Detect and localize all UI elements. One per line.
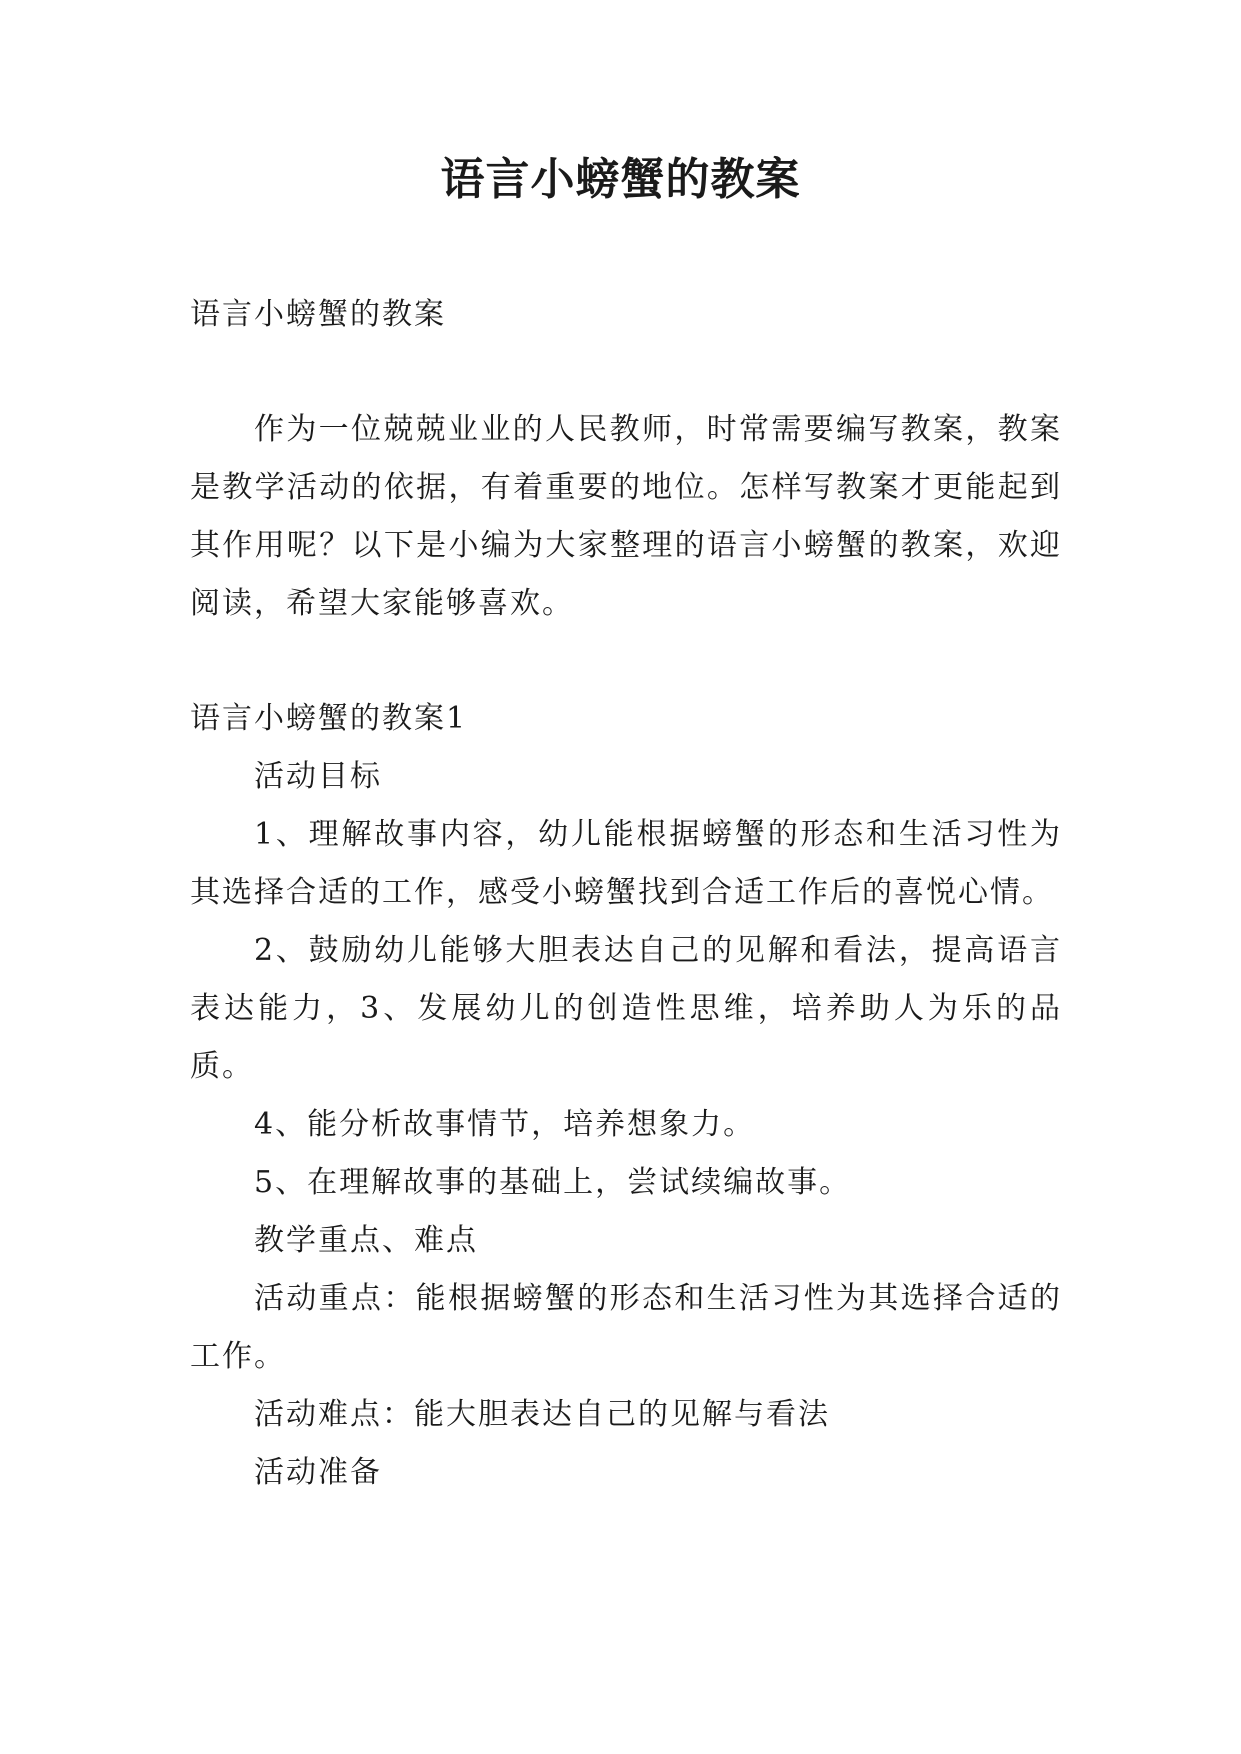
section-1 bbox=[190, 690, 1062, 1502]
paragraph-goal-4: 4、能分析故事情节，培养想象力。 bbox=[254, 1107, 756, 1142]
paragraph-key-points-heading: 教学重点、难点 bbox=[254, 1223, 478, 1258]
paragraph-key-point: 活动重点：能根据螃蟹的形态和生活习性为其选择合适的工作。 bbox=[190, 1281, 1062, 1374]
section-heading: 语言小螃蟹的教案1 bbox=[190, 701, 468, 736]
paragraph-goal-2-3: 2、鼓励幼儿能够大胆表达自己的见解和看法，提高语言表达能力，3、发展幼儿的创造性思维，培养助人为乐的品质。 bbox=[190, 933, 1062, 1084]
document-subtitle: 语言小螃蟹的教案 bbox=[190, 297, 446, 332]
paragraph-goal-1: 1、理解故事内容，幼儿能根据螃蟹的形态和生活习性为其选择合适的工作，感受小螃蟹找到合适工作后的喜悦心情。 bbox=[190, 817, 1062, 910]
intro-paragraph: 作为一位兢兢业业的人民教师，时常需要编写教案，教案是教学活动的依据，有着重要的地位。怎样写教案才更能起到其作用呢？以下是小编为大家整理的语言小螃蟹的教案，欢迎阅读，希望大家能够喜欢。 bbox=[190, 412, 1062, 621]
paragraph-difficulty: 活动难点：能大胆表达自己的见解与看法 bbox=[254, 1397, 830, 1432]
document-title: 语言小螃蟹的教案 bbox=[440, 154, 801, 205]
paragraph-goal-5: 5、在理解故事的基础上，尝试续编故事。 bbox=[254, 1165, 852, 1200]
paragraph-preparation-heading: 活动准备 bbox=[254, 1455, 382, 1490]
paragraph-activity-goals: 活动目标 bbox=[254, 759, 382, 794]
